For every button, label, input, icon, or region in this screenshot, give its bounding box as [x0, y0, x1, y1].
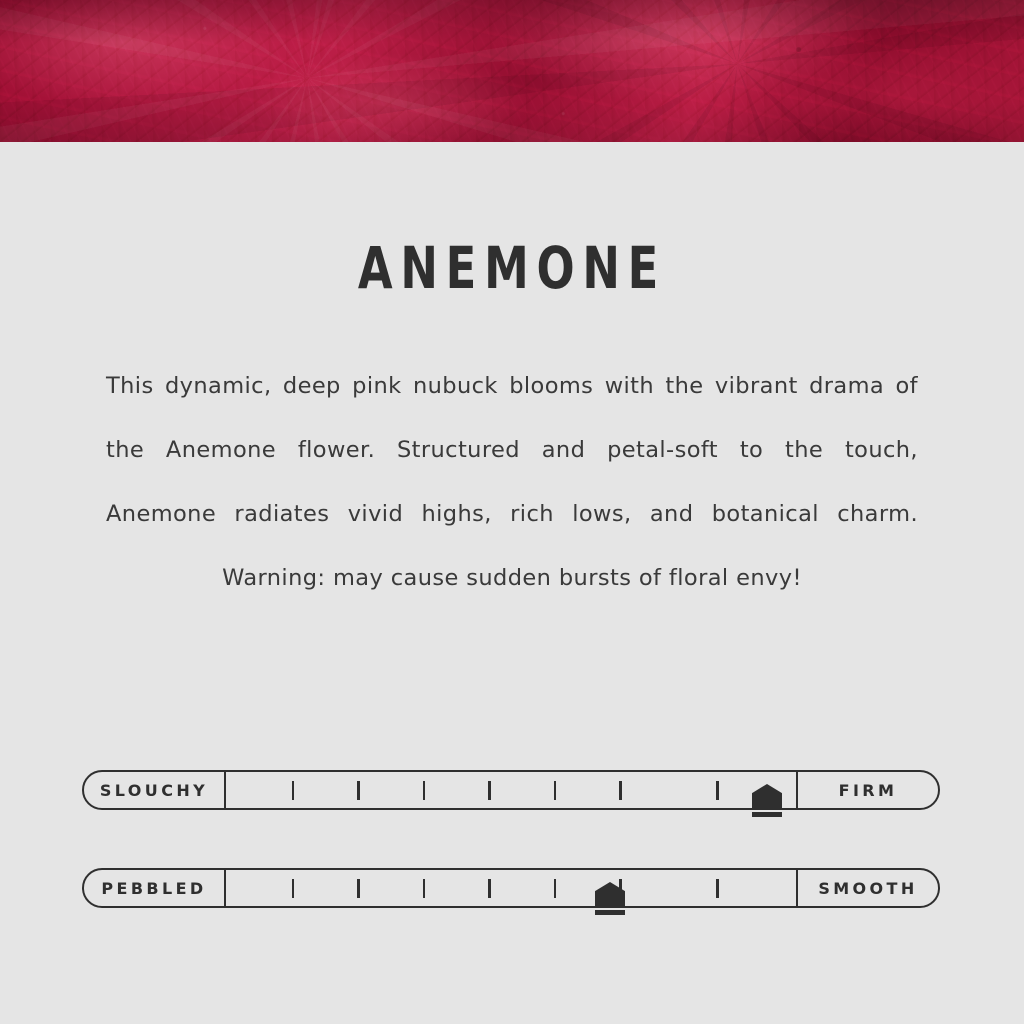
tick [423, 879, 426, 898]
marker-base [595, 910, 625, 915]
slider-structure-left-label: SLOUCHY [84, 772, 226, 808]
slider-texture-marker[interactable] [595, 882, 625, 915]
pentagon-marker-icon [595, 882, 625, 906]
tick [292, 879, 295, 898]
slider-texture[interactable] [82, 868, 942, 914]
tick [554, 781, 557, 800]
slider-texture-ticks [226, 870, 796, 906]
tick [716, 879, 719, 898]
description-block [106, 354, 918, 610]
slider-structure-track[interactable] [82, 770, 940, 810]
tick [488, 879, 491, 898]
slider-structure-marker[interactable] [752, 784, 782, 817]
slider-structure-ticks [226, 772, 796, 808]
page-title: ANEMONE [357, 234, 667, 302]
slider-structure-right-label: FIRM [796, 772, 938, 808]
description-line-3: Anemone radiates vivid highs, rich lows, and botanical charm. [106, 501, 918, 527]
description-line-1: This dynamic, deep pink nubuck blooms with the vibrant drama of [106, 373, 918, 399]
tick [423, 781, 426, 800]
slider-texture-right-label: SMOOTH [796, 870, 938, 906]
tick [716, 781, 719, 800]
tick [357, 879, 360, 898]
description-line-2: the Anemone flower. Structured and petal-soft to the touch, [106, 437, 918, 463]
tick [619, 781, 622, 800]
leather-swatch-band [0, 0, 1024, 142]
tick [488, 781, 491, 800]
tick [292, 781, 295, 800]
swatch-vignette [0, 0, 1024, 142]
slider-structure[interactable] [82, 770, 942, 816]
marker-base [752, 812, 782, 817]
attribute-sliders [0, 770, 1024, 966]
tick [554, 879, 557, 898]
slider-texture-track[interactable] [82, 868, 940, 908]
tick [357, 781, 360, 800]
pentagon-marker-icon [752, 784, 782, 808]
slider-texture-left-label: PEBBLED [84, 870, 226, 906]
description-line-4: Warning: may cause sudden bursts of floral envy! [222, 565, 802, 591]
